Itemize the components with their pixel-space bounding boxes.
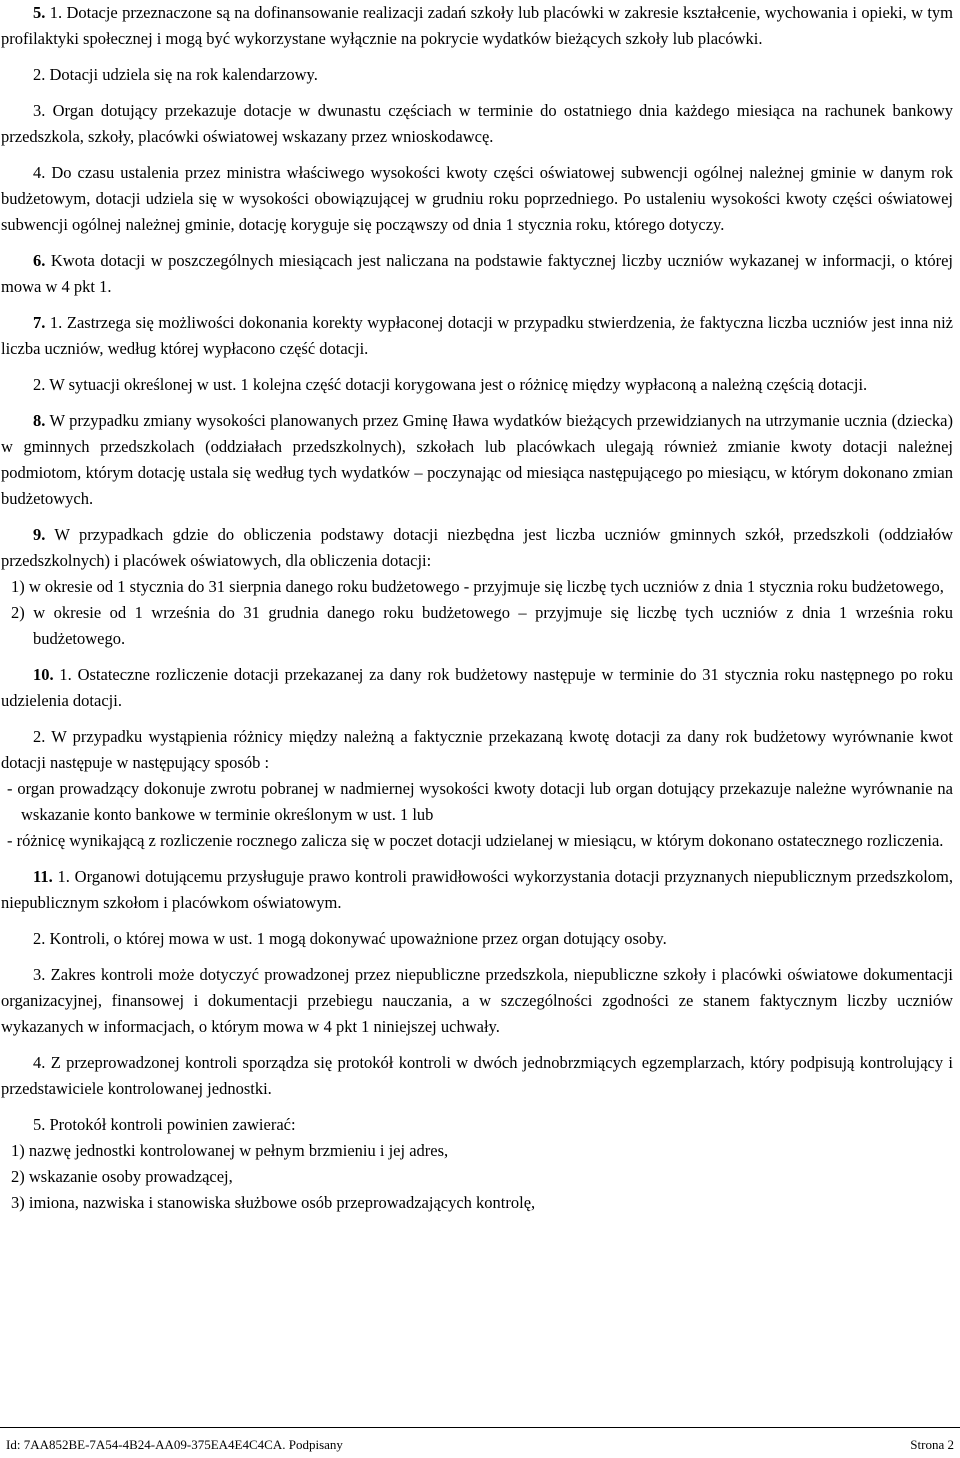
paragraph-text: W przypadkach gdzie do obliczenia podstawy dotacji niezbędna jest liczba uczniów gminnych szkół, przedszkoli (oddziałów przedszkolnych) i placówek oświatowych, dla obliczenia dotacji: [1, 525, 953, 570]
paragraph-text: 1. Zastrzega się możliwości dokonania korekty wypłaconej dotacji w przypadku stwierdzenia, że faktyczna liczba uczniów jest inna niż liczba uczniów, według której wypłacono część dotacji. [1, 313, 953, 358]
paragraph-10-2: 2. W przypadku wystąpienia różnicy między należną a faktycznie przekazaną kwotę dotacji za dany rok budżetowy wyrównanie kwot dotacji następuje w następujący sposób : [1, 727, 953, 772]
footer-divider [0, 1427, 960, 1428]
section-number: 5. [33, 3, 46, 22]
document-id: Id: 7AA852BE-7A54-4B24-AA09-375EA4E4C4CA. Podpisany [6, 1437, 343, 1452]
section-number: 10. [33, 665, 54, 684]
paragraph-7-2: 2. W sytuacji określonej w ust. 1 kolejna część dotacji korygowana jest o różnicę między wypłaconą a należną częścią dotacji. [33, 375, 868, 394]
section-number: 9. [33, 525, 46, 544]
paragraph-11-4: 4. Z przeprowadzonej kontroli sporządza się protokół kontroli w dwóch jednobrzmiących egzemplarzach, który podpisują kontrolujący i przedstawiciele kontrolowanej jednostki. [1, 1053, 953, 1098]
paragraph-11-3: 3. Zakres kontroli może dotyczyć prowadzonej przez niepubliczne przedszkola, niepubliczne szkoły i placówki oświatowe dokumentacji organizacyjnej, finansowej i dokumentacji przebiegu nauczania, a w szczególności zgodności ze stanem faktycznym liczby uczniów wykazanych w informacjach, o którym mowa w 4 pkt 1 niniejszej uchwały. [1, 965, 953, 1036]
paragraph-11-2: 2. Kontroli, o której mowa w ust. 1 mogą dokonywać upoważnione przez organ dotujący osoby. [33, 929, 667, 948]
paragraph-text: 1. Organowi dotującemu przysługuje prawo kontroli prawidłowości wykorzystania dotacji przyznanych niepublicznym przedszkolom, niepublicznym szkołom i placówkom oświatowym. [1, 867, 953, 912]
dash-item-10-2: - różnicę wynikającą z rozliczenie rocznego zalicza się w poczet dotacji udzielanej w miesiącu, w którym dokonano ostatecznego rozliczenia. [7, 831, 944, 850]
list-item-11-5-1: 1) nazwę jednostki kontrolowanej w pełnym brzmieniu i jej adres, [11, 1141, 449, 1160]
list-item-9-2: 2) w okresie od 1 września do 31 grudnia danego roku budżetowego – przyjmuje się liczbę tych uczniów z dnia 1 września roku budżetowego. [11, 603, 953, 648]
document-body [1, 0, 953, 1216]
paragraph-9 [1, 522, 953, 574]
paragraph-10-1 [1, 662, 953, 714]
section-number: 6. [33, 251, 46, 270]
paragraph-7-1 [1, 310, 953, 362]
paragraph-8 [1, 408, 953, 512]
list-item-11-5-3: 3) imiona, nazwiska i stanowiska służbowe osób przeprowadzających kontrolę, [11, 1193, 536, 1212]
paragraph-5-1 [1, 0, 953, 52]
paragraph-5-2: 2. Dotacji udziela się na rok kalendarzowy. [33, 65, 318, 84]
section-number: 8. [33, 411, 46, 430]
paragraph-text: W przypadku zmiany wysokości planowanych przez Gminę Iława wydatków bieżących przewidzianych na utrzymanie ucznia (dziecka) w gminnych przedszkolach (oddziałach przedszkolnych), szkołach lub placówkach ulegają również zmianie kwoty dotacji należnej podmiotom, którym dotację ustala się według tych wydatków – poczynając od miesiąca następującego po miesiącu, w którym dokonano zmian budżetowych. [1, 411, 953, 508]
section-number: 11. [33, 867, 53, 886]
paragraph-5-4: 4. Do czasu ustalenia przez ministra właściwego wysokości kwoty części oświatowej subwencji ogólnej należnej gminie w danym rok budżetowym, dotacji udziela się w wysokości obowiązującej w grudniu roku poprzedniego. Po ustaleniu wysokości kwoty części oświatowej subwencji ogólnej należnej gminie, dotację koryguje się począwszy od dnia 1 stycznia roku, którego dotyczy. [1, 163, 953, 234]
paragraph-5-3: 3. Organ dotujący przekazuje dotacje w dwunastu częściach w terminie do ostatniego dnia każdego miesiąca na rachunek bankowy przedszkola, szkoły, placówki oświatowej wskazany przez wnioskodawcę. [1, 101, 953, 146]
paragraph-text: 1. Dotacje przeznaczone są na dofinansowanie realizacji zadań szkoły lub placówki w zakresie kształcenie, wychowania i opieki, w tym profilaktyki społecznej i mogą być wykorzystane wyłącznie na pokrycie wydatków bieżących szkoły lub placówki. [1, 3, 953, 48]
paragraph-text: Kwota dotacji w poszczególnych miesiącach jest naliczana na podstawie faktycznej liczby uczniów wykazanej w informacji, o której mowa w 4 pkt 1. [1, 251, 953, 296]
paragraph-text: 1. Ostateczne rozliczenie dotacji przekazanej za dany rok budżetowy następuje w terminie do 31 stycznia roku następnego po roku udzielenia dotacji. [1, 665, 953, 710]
paragraph-6 [1, 248, 953, 300]
dash-item-10-1: - organ prowadzący dokonuje zwrotu pobranej w nadmiernej wysokości kwoty dotacji lub organ dotujący przekazuje należne wyrównanie na wskazanie konto bankowe w terminie określonym w ust. 1 lub [7, 779, 953, 824]
page-number: Strona 2 [910, 1437, 954, 1452]
paragraph-11-5: 5. Protokół kontroli powinien zawierać: [33, 1115, 296, 1134]
list-item-11-5-2: 2) wskazanie osoby prowadzącej, [11, 1167, 233, 1186]
paragraph-11-1 [1, 864, 953, 916]
section-number: 7. [33, 313, 46, 332]
list-item-9-1: 1) w okresie od 1 stycznia do 31 sierpnia danego roku budżetowego - przyjmuje się liczbę tych uczniów z dnia 1 stycznia roku budżetowego, [11, 577, 944, 596]
